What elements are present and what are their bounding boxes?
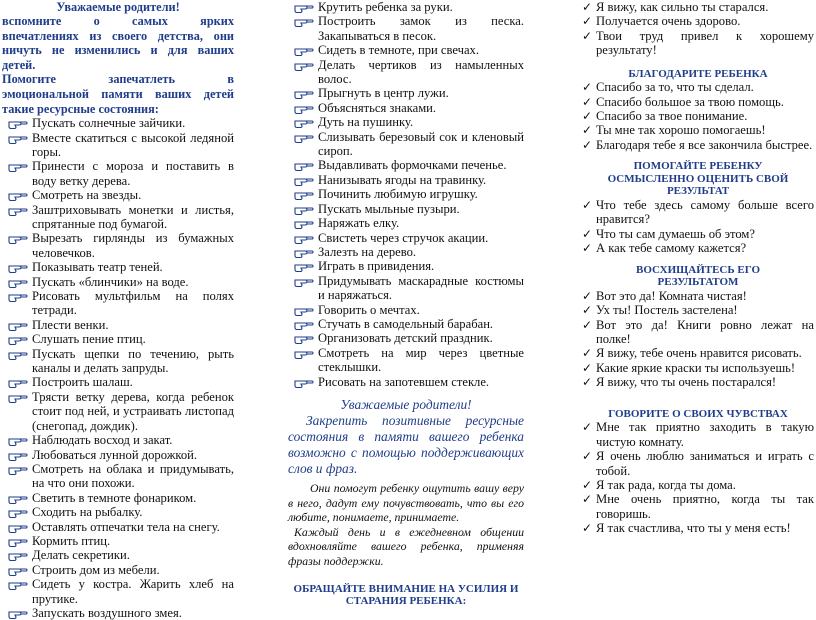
checkmark-icon: ✓ — [582, 303, 593, 318]
list-item — [582, 138, 814, 152]
list-item — [2, 390, 234, 433]
pointing-hand-icon — [8, 347, 28, 361]
pointing-hand-icon — [8, 390, 28, 404]
support-sections — [582, 58, 814, 536]
column-right — [582, 0, 814, 536]
pointing-hand-icon — [294, 173, 314, 187]
checkmark-icon: ✓ — [582, 420, 593, 435]
list-item — [2, 448, 234, 462]
list-item — [288, 216, 524, 230]
list-item-text: Выдавливать формочками печенье. — [318, 158, 507, 173]
list-item-text: Мне так приятно заходить в такую чистую комнату. — [596, 420, 814, 449]
list-item — [2, 534, 234, 548]
list-item — [582, 492, 814, 521]
checkmark-icon: ✓ — [582, 28, 593, 43]
pointing-hand-icon — [294, 158, 314, 172]
pointing-hand-icon — [294, 331, 314, 345]
list-item-text: Смотреть на мир через цветные стеклышки. — [318, 345, 524, 375]
pointing-hand-icon — [8, 231, 28, 245]
pointing-hand-icon — [294, 216, 314, 230]
list-item — [2, 563, 234, 577]
pointing-hand-icon — [294, 0, 314, 14]
list-item — [582, 14, 814, 28]
list-item — [582, 478, 814, 492]
pointing-hand-icon — [294, 43, 314, 57]
list-item — [2, 520, 234, 534]
list-item-text: Пускать мыльные пузыри. — [318, 201, 460, 216]
section-list — [582, 198, 814, 256]
list-item — [582, 0, 814, 14]
list-item-text: Прыгнуть в центр лужи. — [318, 86, 449, 101]
list-item — [2, 577, 234, 606]
list-item-text: Пускать щепки по течению, рыть каналы и делать запруды. — [32, 346, 234, 376]
list-item — [582, 420, 814, 449]
list-item-text: Получается очень здорово. — [596, 14, 741, 29]
list-item — [582, 227, 814, 241]
list-item-text: Вместе скатиться с высокой ледяной горы. — [32, 130, 234, 159]
intro-line: Помогите запечатлеть в — [2, 72, 234, 87]
list-item — [288, 58, 524, 87]
pointing-hand-icon — [8, 116, 28, 130]
pointing-hand-icon — [8, 563, 28, 577]
checkmark-icon: ✓ — [582, 317, 593, 332]
list-item — [2, 606, 234, 620]
list-item-text: Играть в привидения. — [318, 259, 435, 274]
list-item — [288, 346, 524, 375]
list-item — [2, 188, 234, 202]
list-item — [2, 505, 234, 519]
section-list — [582, 289, 814, 390]
list-item — [582, 289, 814, 303]
note-daily: Каждый день и в ежедневном общении вдохновляйте вашего ребенка, применяя фразы поддержки. — [288, 524, 524, 568]
pointing-hand-icon — [8, 491, 28, 505]
list-item-text: Дуть на пушинку. — [318, 115, 414, 130]
pointing-hand-icon — [8, 318, 28, 332]
list-item-text: Слизывать березовый сок и кленовый сироп. — [318, 129, 524, 159]
checkmark-icon: ✓ — [582, 0, 593, 14]
list-item-text: Слушать пение птиц. — [32, 332, 146, 347]
list-item-text: Что ты сам думаешь об этом? — [596, 226, 755, 241]
pointing-hand-icon — [294, 115, 314, 129]
list-item-text: Вырезать гирлянды из бумажных человечков. — [32, 231, 234, 260]
list-item-text: Рисовать на запотевшем стекле. — [318, 374, 490, 389]
pointing-hand-icon — [8, 548, 28, 562]
list-item-text: Строить дом из мебели. — [32, 562, 160, 577]
list-item-text: Смотреть на звезды. — [32, 188, 142, 203]
pointing-hand-icon — [294, 231, 314, 245]
list-item-text: Свистеть через стручок акации. — [318, 230, 489, 245]
checkmark-icon: ✓ — [582, 198, 593, 213]
list-item-text: Благодаря тебе я все закончила быстрее. — [596, 137, 813, 152]
list-item — [2, 375, 234, 389]
list-item — [288, 86, 524, 100]
section-heading: ВОСХИЩАЙТЕСЬ ЕГО РЕЗУЛЬТАТОМ — [635, 263, 761, 289]
pointing-hand-icon — [8, 332, 28, 346]
intro-line: эмоциональной памяти ваших детей — [2, 86, 234, 101]
list-item-text: Сидеть у костра. Жарить хлеб на прутике. — [32, 577, 234, 606]
checkmark-icon: ✓ — [582, 80, 593, 95]
list-item — [582, 80, 814, 94]
list-item — [2, 433, 234, 447]
checkmark-icon: ✓ — [582, 241, 593, 256]
pointing-hand-icon — [294, 14, 314, 28]
pointing-hand-icon — [8, 275, 28, 289]
list-item — [582, 109, 814, 123]
section-heading: ГОВОРИТЕ О СВОИХ ЧУВСТВАХ — [608, 407, 788, 420]
note-support: Они помогут ребенку ощутить вашу веру в него, дадут ему почувствовать, что вы его любите, понимаете, принимаете. — [288, 480, 524, 525]
intro-line: вспомните о самых ярких — [2, 14, 234, 28]
pointing-hand-icon — [294, 202, 314, 216]
pointing-hand-icon — [8, 260, 28, 274]
pointing-hand-icon — [294, 101, 314, 115]
list-item-text: Пускать солнечные зайчики. — [32, 116, 186, 131]
pointing-hand-icon — [8, 375, 28, 389]
pointing-hand-icon — [294, 375, 314, 389]
list-item-text: Починить любимую игрушку. — [318, 187, 478, 202]
list-item — [2, 289, 234, 318]
pointing-hand-icon — [8, 159, 28, 173]
list-item-text: Ух ты! Постель застелена! — [596, 303, 738, 318]
list-item-text: Запускать воздушного змея. — [32, 605, 182, 620]
list-item — [582, 241, 814, 255]
list-item — [582, 375, 814, 389]
pointing-hand-icon — [294, 259, 314, 273]
checkmark-icon: ✓ — [582, 109, 593, 124]
list-item-text: Мне очень приятно, когда ты так говоришь. — [596, 492, 814, 521]
list-item — [288, 303, 524, 317]
list-item — [288, 202, 524, 216]
activity-list-left — [2, 116, 234, 620]
pointing-hand-icon — [294, 303, 314, 317]
closing-title: Уважаемые родители! — [340, 396, 472, 412]
list-item-text: Ты мне так хорошо помогаешь! — [596, 123, 766, 138]
list-item — [582, 198, 814, 227]
checkmark-icon: ✓ — [582, 521, 593, 536]
list-item-text: Крутить ребенка за руки. — [318, 0, 453, 14]
list-item — [288, 115, 524, 129]
list-item — [582, 29, 814, 58]
list-item — [2, 260, 234, 274]
checkmark-icon: ✓ — [582, 14, 593, 29]
list-item — [288, 245, 524, 259]
pointing-hand-icon — [8, 131, 28, 145]
section-list — [582, 80, 814, 152]
list-item-text: Делать чертиков из намыленных волос. — [318, 57, 524, 87]
list-item-text: Что тебе здесь самому больше всего нравится? — [596, 198, 814, 227]
list-item — [288, 173, 524, 187]
pointing-hand-icon — [8, 505, 28, 519]
checkmark-icon: ✓ — [582, 123, 593, 138]
checkmark-icon: ✓ — [582, 346, 593, 361]
list-item-text: Я вижу, тебе очень нравится рисовать. — [596, 346, 802, 361]
list-item-text: Нанизывать ягоды на травинку. — [318, 172, 487, 187]
checkmark-icon: ✓ — [582, 226, 593, 241]
checkmark-icon: ✓ — [582, 477, 593, 492]
section-list — [582, 420, 814, 535]
list-item-text: Спасибо за твое понимание. — [596, 109, 748, 124]
list-item-text: Наряжать елку. — [318, 216, 400, 231]
list-item-text: Объясняться знаками. — [318, 100, 437, 115]
list-item — [288, 317, 524, 331]
list-item-text: Я вижу, что ты очень постарался! — [596, 375, 777, 390]
pointing-hand-icon — [294, 58, 314, 72]
list-item — [582, 123, 814, 137]
pointing-hand-icon — [8, 188, 28, 202]
column-middle — [288, 0, 524, 608]
closing-text: Закрепить позитивные ресурсные состояния в памяти вашего ребенка возможно с помощью поддерживающих слов и фраз. — [288, 412, 524, 476]
pointing-hand-icon — [8, 203, 28, 217]
list-item — [2, 318, 234, 332]
pointing-hand-icon — [8, 289, 28, 303]
pointing-hand-icon — [8, 606, 28, 620]
list-item — [2, 131, 234, 160]
pointing-hand-icon — [294, 274, 314, 288]
list-item — [2, 116, 234, 130]
list-item-text: Построить замок из песка. Закапываться в песок. — [318, 14, 524, 43]
list-item — [582, 361, 814, 375]
pointing-hand-icon — [8, 448, 28, 462]
pointing-hand-icon — [294, 187, 314, 201]
pointing-hand-icon — [294, 130, 314, 144]
section-heading-efforts: ОБРАЩАЙТЕ ВНИМАНИЕ НА УСИЛИЯ И СТАРАНИЯ РЕБЕНКА: — [293, 582, 519, 608]
checkmark-icon: ✓ — [582, 137, 593, 152]
list-item — [2, 275, 234, 289]
list-item-text: Принести с мороза и поставить в воду ветку дерева. — [32, 159, 234, 188]
pointing-hand-icon — [294, 245, 314, 259]
list-item — [582, 95, 814, 109]
list-item — [2, 203, 234, 232]
list-item-text: Организовать детский праздник. — [318, 331, 493, 346]
list-item — [2, 491, 234, 505]
list-item-text: Сидеть в темноте, при свечах. — [318, 43, 479, 58]
checkmark-icon: ✓ — [582, 375, 593, 390]
list-item-text: Вот это да! Книги ровно лежат на полке! — [596, 317, 814, 347]
list-item-text: Стучать в самодельный барабан. — [318, 316, 494, 331]
list-item — [2, 347, 234, 376]
list-item — [288, 14, 524, 43]
list-item-text: Оставлять отпечатки тела на снегу. — [32, 519, 220, 534]
intro-line: ничуть не изменились и для ваших детей. — [2, 43, 234, 72]
intro-line: впечатлениях из своего детства, они — [2, 28, 234, 43]
list-item-text: Любоваться лунной дорожкой. — [32, 447, 198, 462]
activity-list-middle — [288, 0, 524, 389]
list-item-text: Какие яркие краски ты используешь! — [596, 360, 796, 375]
list-item — [582, 318, 814, 347]
list-item-text: Плести венки. — [32, 317, 109, 332]
list-item — [2, 231, 234, 260]
list-item — [288, 375, 524, 389]
pointing-hand-icon — [8, 462, 28, 476]
pointing-hand-icon — [294, 346, 314, 360]
checkmark-icon: ✓ — [582, 449, 593, 464]
section-heading: БЛАГОДАРИТЕ РЕБЕНКА — [628, 67, 768, 80]
checkmark-icon: ✓ — [582, 288, 593, 303]
column-left — [2, 0, 234, 620]
intro-title: Уважаемые родители! — [56, 0, 180, 14]
list-item-text: А как тебе самому кажется? — [596, 241, 747, 256]
intro-paragraph — [2, 14, 234, 116]
checkmark-icon: ✓ — [582, 360, 593, 375]
list-item-text: Наблюдать восход и закат. — [32, 433, 173, 448]
list-item-text: Придумывать маскарадные костюмы и наряжаться. — [318, 273, 524, 303]
list-item-text: Залезть на дерево. — [318, 244, 417, 259]
list-item-text: Я так рада, когда ты дома. — [596, 477, 736, 492]
list-item-text: Кормить птиц. — [32, 533, 111, 548]
list-item-text: Я так счастлива, что ты у меня есть! — [596, 521, 791, 536]
intro-line: такие ресурсные состояния: — [2, 101, 159, 116]
list-item-text: Вот это да! Комната чистая! — [596, 288, 747, 303]
pointing-hand-icon — [8, 534, 28, 548]
list-item-text: Заштриховывать монетки и листья, спрятанные под бумагой. — [32, 202, 234, 231]
list-item — [2, 462, 234, 491]
list-item-text: Я вижу, как сильно ты старался. — [596, 0, 769, 14]
pointing-hand-icon — [8, 577, 28, 591]
pointing-hand-icon — [294, 317, 314, 331]
list-item-text: Спасибо большое за твою помощь. — [596, 94, 784, 109]
list-item — [288, 0, 524, 14]
list-item-text: Твои труд привел к хорошему результату! — [596, 28, 814, 58]
list-item — [288, 231, 524, 245]
list-item-text: Светить в темноте фонариком. — [32, 490, 197, 505]
pointing-hand-icon — [294, 86, 314, 100]
list-item — [288, 274, 524, 303]
list-item — [582, 449, 814, 478]
pointing-hand-icon — [8, 433, 28, 447]
list-item — [2, 159, 234, 188]
list-item — [582, 346, 814, 360]
list-item-text: Спасибо за то, что ты сделал. — [596, 80, 754, 95]
list-item-text: Сходить на рыбалку. — [32, 505, 143, 520]
list-item — [2, 548, 234, 562]
list-item — [2, 332, 234, 346]
list-item — [288, 259, 524, 273]
list-item-text: Показывать театр теней. — [32, 260, 163, 275]
checkmark-icon: ✓ — [582, 492, 593, 507]
list-item-text: Говорить о мечтах. — [318, 302, 420, 317]
list-item-text: Пускать «блинчики» на воде. — [32, 274, 189, 289]
list-item-text: Построить шалаш. — [32, 375, 133, 390]
list-item — [582, 521, 814, 535]
list-item — [288, 158, 524, 172]
pointing-hand-icon — [8, 520, 28, 534]
list-item — [288, 43, 524, 57]
section-heading: ПОМОГАЙТЕ РЕБЕНКУ ОСМЫСЛЕННО ОЦЕНИТЬ СВОЙ РЕЗУЛЬТАТ — [607, 160, 789, 198]
checkmark-icon: ✓ — [582, 94, 593, 109]
list-item-text: Я очень люблю заниматься и играть с тобой. — [596, 449, 814, 478]
effort-phrases-list — [582, 0, 814, 58]
list-item-text: Рисовать мультфильм на полях тетради. — [32, 289, 234, 318]
list-item-text: Трясти ветку дерева, когда ребенок стоит под ней, и устраивать листопад (снегопад, дождик). — [32, 389, 234, 433]
list-item-text: Делать секретики. — [32, 548, 130, 563]
list-item — [288, 187, 524, 201]
list-item — [288, 331, 524, 345]
list-item — [288, 101, 524, 115]
list-item — [582, 303, 814, 317]
list-item — [288, 130, 524, 159]
list-item-text: Смотреть на облака и придумывать, на что они похожи. — [32, 461, 234, 491]
